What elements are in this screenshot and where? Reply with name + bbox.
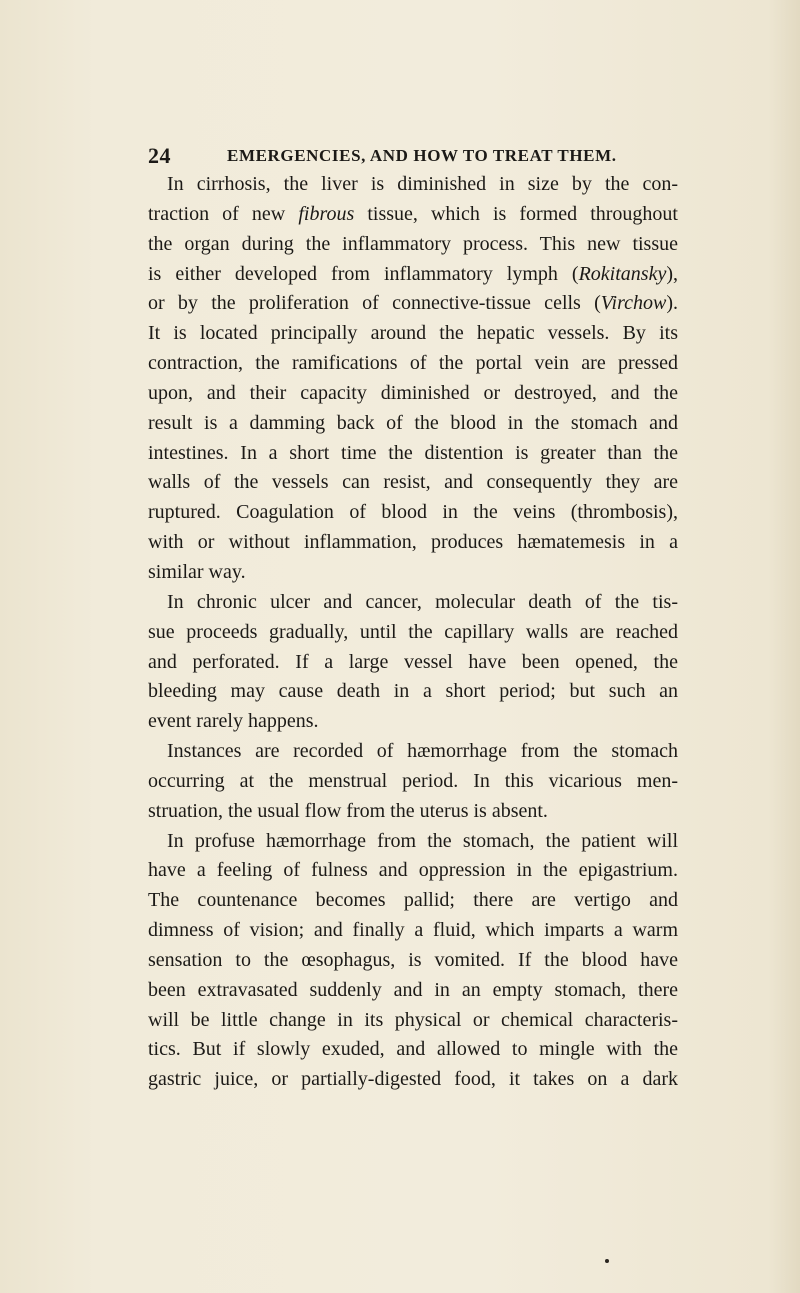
page-header	[148, 143, 678, 169]
page-number: 24	[148, 143, 171, 168]
text-line: event rarely happens.	[148, 710, 319, 733]
text-line: and perforated. If a large vessel have been opened, the	[148, 650, 678, 673]
text-line: sue proceeds gradually, until the capillary walls are reached	[148, 620, 678, 643]
text-line: walls of the vessels can resist, and consequently they are	[148, 471, 678, 494]
text-line: traction of new fibrous tissue, which is formed throughout	[148, 202, 678, 225]
text-line: The countenance becomes pallid; there are vertigo and	[148, 889, 678, 912]
text-line: In cirrhosis, the liver is diminished in size by the con-	[167, 173, 678, 195]
text-line: In profuse hæmorrhage from the stomach, the patient will	[167, 829, 678, 852]
text-line: with or without inflammation, produces hæmatemesis in a	[148, 531, 678, 554]
text-line: Instances are recorded of hæmorrhage from the stomach	[167, 740, 678, 763]
text-line: the organ during the inflammatory process. This new tissue	[148, 232, 678, 255]
text-line: contraction, the ramifications of the portal vein are pressed	[148, 352, 678, 375]
text-line: ruptured. Coagulation of blood in the veins (thrombosis),	[148, 501, 678, 524]
text-line: bleeding may cause death in a short period; but such an	[148, 680, 678, 703]
text-line: In chronic ulcer and cancer, molecular death of the tis-	[167, 590, 678, 613]
text-line: occurring at the menstrual period. In this vicarious men-	[148, 769, 678, 792]
running-head: EMERGENCIES, AND HOW TO TREAT THEM.	[227, 146, 617, 165]
text-line: It is located principally around the hepatic vessels. By its	[148, 322, 678, 345]
text-line: will be little change in its physical or chemical characteris-	[148, 1008, 678, 1031]
text-line: or by the proliferation of connective-tissue cells (Virchow).	[148, 292, 678, 315]
text-line: sensation to the œsophagus, is vomited. If the blood have	[148, 948, 678, 971]
text-line: tics. But if slowly exuded, and allowed to mingle with the	[148, 1038, 678, 1061]
text-line: dimness of vision; and finally a fluid, which imparts a warm	[148, 919, 678, 942]
text-line: been extravasated suddenly and in an empty stomach, there	[148, 978, 678, 1001]
text-line: upon, and their capacity diminished or destroyed, and the	[148, 381, 678, 404]
text-line: struation, the usual flow from the uterus is absent.	[148, 799, 548, 822]
body-text	[148, 170, 678, 1095]
text-line: gastric juice, or partially-digested food, it takes on a dark	[148, 1068, 678, 1091]
text-line: have a feeling of fulness and oppression in the epigastrium.	[148, 859, 678, 882]
text-line: result is a damming back of the blood in the stomach and	[148, 411, 678, 434]
text-line: similar way.	[148, 560, 246, 583]
text-line: is either developed from inflammatory lymph (Rokitansky),	[148, 262, 678, 285]
ink-speck	[605, 1259, 609, 1263]
text-line: intestines. In a short time the distention is greater than the	[148, 441, 678, 464]
